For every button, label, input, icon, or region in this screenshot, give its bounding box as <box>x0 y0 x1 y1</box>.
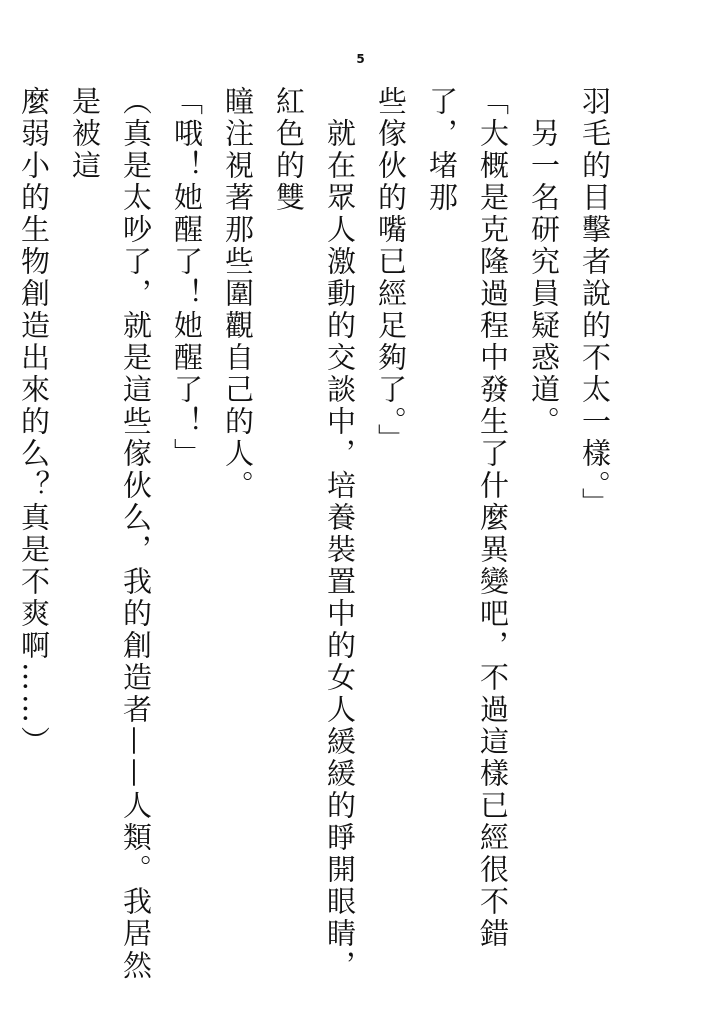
text-line <box>0 86 8 986</box>
page-number: 5 <box>356 52 365 66</box>
text-line: 「哦！她醒了！她醒了！」 <box>170 86 204 470</box>
text-line: 麼弱小的生物創造出來的么？真是不爽啊……） <box>17 86 51 758</box>
text-line: 瞳注視著那些圍觀自己的人。 <box>221 86 255 502</box>
text-line: （真是太吵了，就是這些傢伙么，我的創造者——人類。我居然是被這 <box>68 86 153 982</box>
text-line: 些傢伙的嘴已經足夠了。」 <box>374 86 408 456</box>
text-line: 羽毛的目擊者說的不太一樣。」 <box>578 86 612 520</box>
text-line: 就在眾人激動的交談中，培養裝置中的女人緩緩的睜開眼睛，紅色的雙 <box>272 86 357 982</box>
vertical-text-body <box>17 86 620 986</box>
text-line: 「大概是克隆過程中發生了什麼異變吧，不過這樣已經很不錯了，堵那 <box>425 86 510 950</box>
text-line: 另一名研究員疑惑道。 <box>527 86 561 438</box>
